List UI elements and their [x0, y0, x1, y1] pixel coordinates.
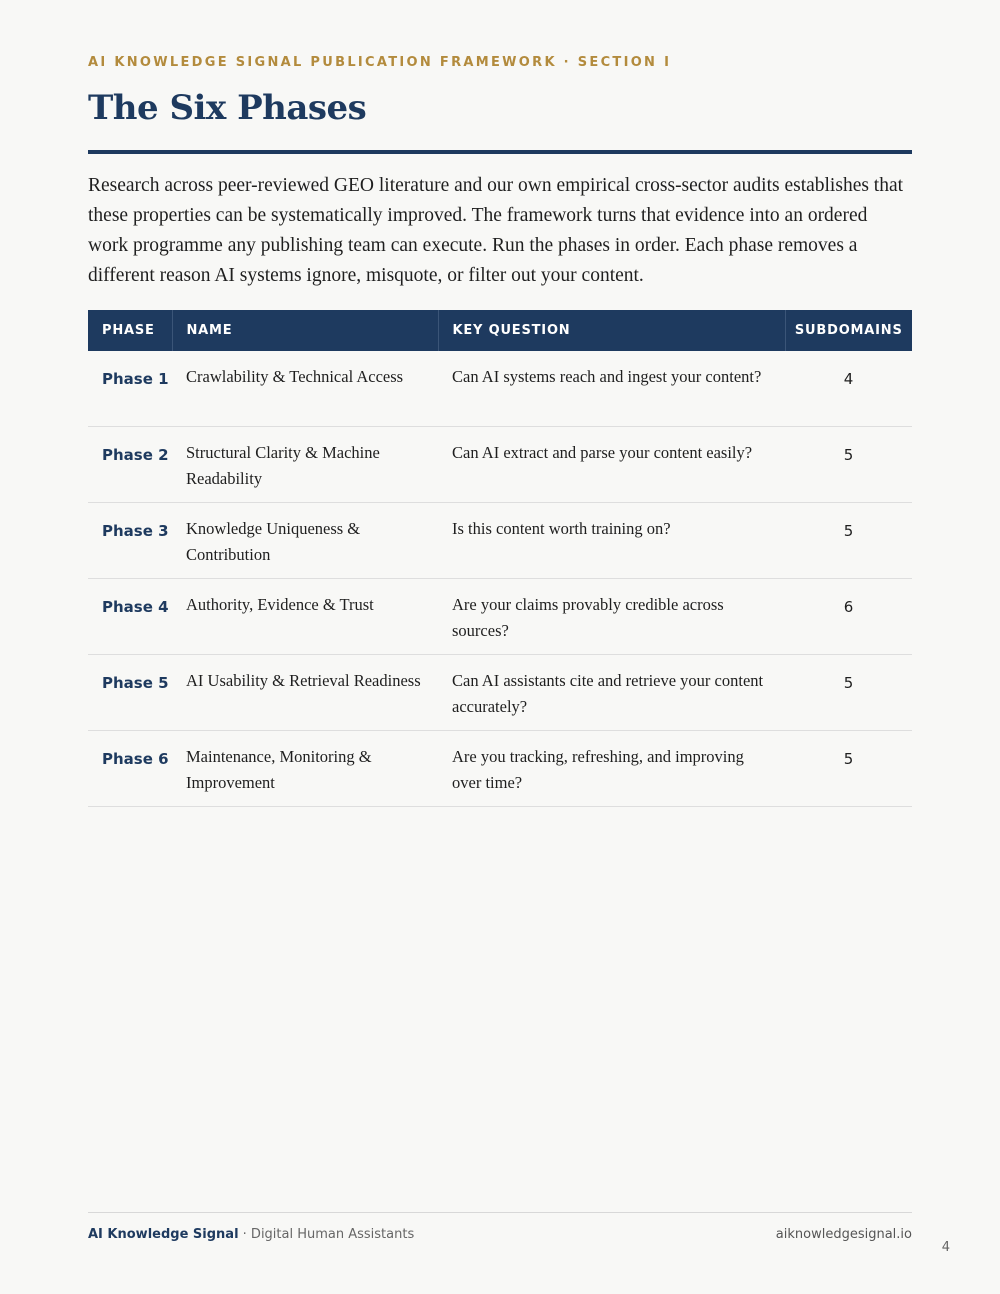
phase-key-question: Are you tracking, refreshing, and improving over time?: [438, 731, 785, 807]
title-divider: [88, 150, 912, 154]
table-row: [88, 579, 912, 655]
phase-subdomain-count: 5: [785, 731, 912, 807]
phase-label: Phase 6: [88, 731, 172, 807]
phase-subdomain-count: 5: [785, 427, 912, 503]
table-row: [88, 655, 912, 731]
footer-url[interactable]: aiknowledgesignal.io: [775, 1227, 912, 1242]
phase-name: Knowledge Uniqueness & Contribution: [172, 503, 438, 579]
section-eyebrow: AI KNOWLEDGE SIGNAL PUBLICATION FRAMEWORK · SECTION I: [88, 55, 672, 70]
table-header-row: [88, 310, 912, 351]
intro-paragraph: Research across peer-reviewed GEO literature and our own empirical cross-sector audits establishes that these properties can be systematically improved. The framework turns that evidence into an ordered work programme any publishing team can execute. Run the phases in order. Each phase removes a different reason AI systems ignore, misquote, or filter out your content.: [88, 175, 904, 286]
phase-key-question: Are your claims provably credible across sources?: [438, 579, 785, 655]
phases-table: [88, 310, 912, 807]
phase-name: Authority, Evidence & Trust: [172, 579, 438, 655]
phase-label: Phase 5: [88, 655, 172, 731]
footer-brand-name: AI Knowledge Signal: [88, 1227, 239, 1242]
table-row: [88, 731, 912, 807]
footer-branding: [88, 1227, 414, 1242]
phase-key-question: Can AI systems reach and ingest your content?: [438, 351, 785, 427]
phase-name: AI Usability & Retrieval Readiness: [172, 655, 438, 731]
phase-key-question: Can AI assistants cite and retrieve your content accurately?: [438, 655, 785, 731]
phase-label: Phase 2: [88, 427, 172, 503]
phase-label: Phase 4: [88, 579, 172, 655]
phase-name: Structural Clarity & Machine Readability: [172, 427, 438, 503]
table-row: [88, 503, 912, 579]
phase-key-question: Is this content worth training on?: [438, 503, 785, 579]
phase-key-question: Can AI extract and parse your content easily?: [438, 427, 785, 503]
phase-label: Phase 3: [88, 503, 172, 579]
column-header-key-question: KEY QUESTION: [438, 310, 785, 351]
column-header-phase: PHASE: [88, 310, 172, 351]
page-number: 4: [941, 1240, 950, 1255]
phase-name: Maintenance, Monitoring & Improvement: [172, 731, 438, 807]
column-header-subdomains: SUBDOMAINS: [785, 310, 912, 351]
phase-label: Phase 1: [88, 351, 172, 427]
footer-tagline: · Digital Human Assistants: [238, 1227, 415, 1242]
column-header-name: NAME: [172, 310, 438, 351]
table-row: [88, 427, 912, 503]
phase-subdomain-count: 5: [785, 503, 912, 579]
phase-name: Crawlability & Technical Access: [172, 351, 438, 427]
phase-subdomain-count: 4: [785, 351, 912, 427]
page-title: The Six Phases: [88, 88, 367, 128]
table-row: [88, 351, 912, 427]
phase-subdomain-count: 6: [785, 579, 912, 655]
phase-subdomain-count: 5: [785, 655, 912, 731]
footer-divider: [88, 1212, 912, 1213]
